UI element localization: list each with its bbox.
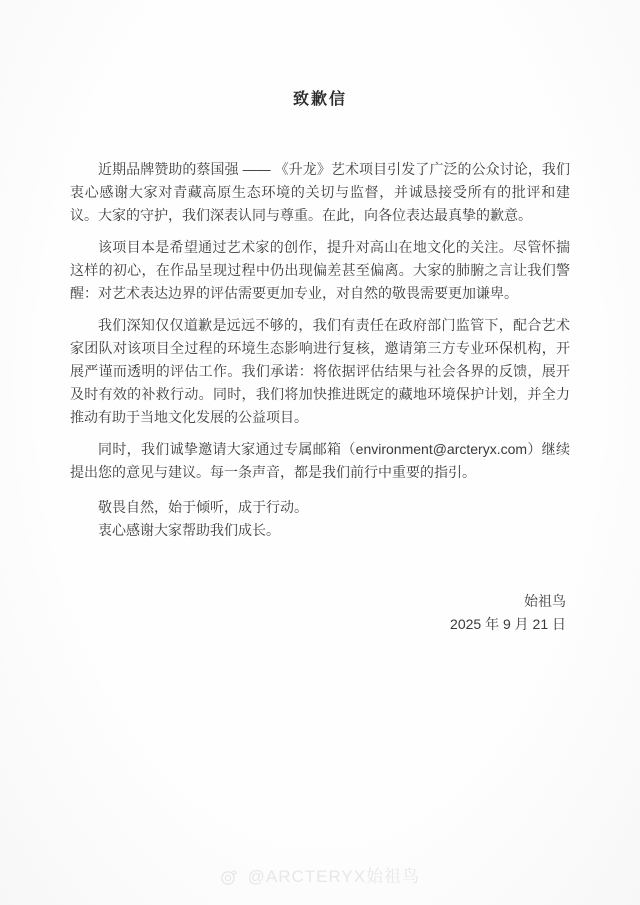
weibo-camera-icon xyxy=(220,868,238,891)
letter-body xyxy=(70,158,570,636)
letter-closing-line-1: 敬畏自然，始于倾听，成于行动。 xyxy=(98,499,308,515)
letter-paragraph-4: 同时，我们诚挚邀请大家通过专属邮箱（environment@arcteryx.com）继续提出您的意见与建议。每一条声音，都是我们前行中重要的指引。 xyxy=(70,441,570,480)
letter-paragraph-2: 该项目本是希望通过艺术家的创作，提升对高山在地文化的关注。尽管怀揣这样的初心，在作品呈现过程中仍出现偏差甚至偏离。大家的肺腑之言让我们警醒：对艺术表达边界的评估需要更加专业，对自然的敬畏需要更加谦卑。 xyxy=(70,239,570,301)
signature-block xyxy=(70,590,570,636)
letter-paragraph-1: 近期品牌赞助的蔡国强 —— 《升龙》艺术项目引发了广泛的公众讨论，我们衷心感谢大家对青藏高原生态环境的关切与监督，并诚恳接受所有的批评和建议。大家的守护，我们深表认同与尊重。在此，向各位表达最真挚的歉意。 xyxy=(70,161,570,223)
signature-date: 2025 年 9 月 21 日 xyxy=(450,616,566,632)
letter-paragraph-3: 我们深知仅仅道歉是远远不够的，我们有责任在政府部门监管下，配合艺术家团队对该项目全过程的环境生态影响进行复核，邀请第三方专业环保机构，开展严谨而透明的评估工作。我们承诺：将依据评估结果与社会各界的反馈，展开及时有效的补救行动。同时，我们将加快推进既定的藏地环境保护计划，并全力推动有助于当地文化发展的公益项目。 xyxy=(70,317,570,425)
watermark-handle: @ARCTERYX始祖鸟 xyxy=(247,867,421,886)
signature-name: 始祖鸟 xyxy=(524,593,566,609)
letter-closing-line-2: 衷心感谢大家帮助我们成长。 xyxy=(98,522,280,538)
watermark xyxy=(0,862,640,891)
letter-title: 致歉信 xyxy=(292,91,347,108)
